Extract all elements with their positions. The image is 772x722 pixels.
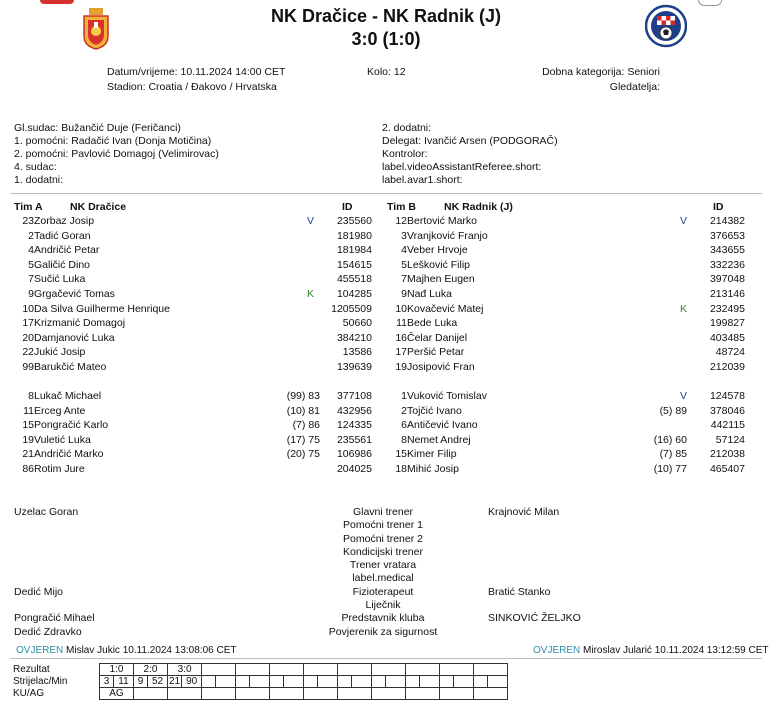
staff-role: Pomoćni trener 1: [343, 519, 423, 532]
player-number: 2: [28, 229, 34, 242]
player-name: Tojčić Ivano: [407, 404, 462, 417]
player-name: Tadić Goran: [34, 229, 91, 242]
ku-cell: [304, 688, 338, 700]
scorer-number-cell: [406, 676, 420, 688]
player-row: [10, 463, 382, 477]
player-id: 181980: [336, 229, 372, 242]
team-b-label: Tim B: [387, 201, 416, 213]
player-name: Krizmanić Domagoj: [34, 317, 126, 330]
player-number: 4: [401, 244, 407, 257]
player-number: 16: [395, 331, 407, 344]
player-row: [10, 215, 382, 229]
scorer-minute-cell: 11: [114, 676, 134, 688]
player-number: 99: [22, 361, 34, 373]
ku-cell: [236, 688, 270, 700]
player-id: 397048: [709, 273, 745, 286]
verification-right: [533, 645, 768, 656]
team-a-label: Tim A: [14, 201, 43, 213]
ku-cell: [270, 688, 304, 700]
player-id: 432956: [336, 404, 372, 417]
player-name: Nađ Luka: [407, 288, 452, 300]
player-id: 235561: [336, 433, 372, 446]
player-name: Bertović Marko: [407, 215, 478, 227]
player-id: 124578: [709, 390, 745, 402]
player-row: [383, 390, 755, 404]
player-id: 376653: [709, 229, 745, 242]
player-name: Bede Luka: [407, 317, 458, 330]
player-id: 212038: [709, 448, 745, 461]
player-id: 204025: [336, 463, 372, 475]
scorer-minute-cell: [216, 676, 236, 688]
player-number: 7: [28, 273, 34, 286]
team-b-physio: Bratić Stanko: [488, 586, 551, 598]
player-id: 48724: [715, 346, 745, 359]
cropped-logo-left: [40, 0, 74, 4]
staff-role: Fizioterapeut: [352, 585, 414, 598]
player-name: Da Silva Guilherme Henrique: [34, 302, 170, 315]
match-round: Kolo: 12: [367, 66, 406, 78]
player-number: 9: [28, 288, 34, 300]
player-name: Mihić Josip: [407, 463, 459, 475]
player-number: 2: [401, 404, 407, 417]
player-number: 86: [22, 463, 34, 475]
staff-role: label.medical: [352, 572, 414, 585]
team-a-head-coach: Uzelac Goran: [14, 506, 79, 518]
player-row: [10, 332, 382, 346]
player-row: [10, 434, 382, 448]
scorer-minute-cell: 52: [148, 676, 168, 688]
match-title: NK Dračice - NK Radnik (J): [270, 6, 502, 26]
goalkeeper-flag: V: [680, 390, 688, 402]
staff-roles: [300, 506, 466, 639]
player-id: 181984: [336, 244, 372, 257]
player-row: [10, 419, 382, 433]
substitution-info: (16) 60: [653, 433, 687, 446]
score-cell: [338, 664, 372, 676]
player-name: Čelar Danijel: [407, 331, 468, 344]
staff-role: Liječnik: [365, 599, 401, 612]
player-number: 19: [22, 433, 34, 446]
substitution-info: (17) 75: [286, 433, 320, 446]
scorer-number-cell: 9: [134, 676, 148, 688]
player-name: Galičić Dino: [34, 258, 91, 271]
player-row: [383, 463, 755, 477]
official-line: 2. pomoćni: Pavlović Domagoj (Velimirovac): [14, 148, 219, 160]
player-row: [10, 230, 382, 244]
scorer-number-cell: [440, 676, 454, 688]
player-id: 465407: [709, 463, 745, 475]
player-row: [10, 303, 382, 317]
player-number: 10: [22, 302, 34, 315]
player-number: 19: [395, 361, 407, 373]
player-number: 17: [22, 317, 34, 330]
player-id: 442115: [710, 419, 745, 432]
player-name: Kovačević Matej: [407, 302, 484, 315]
player-number: 4: [28, 244, 34, 257]
scorer-number-cell: [338, 676, 352, 688]
player-row: [383, 419, 755, 433]
team-a-name: NK Dračice: [70, 201, 127, 213]
substitution-info: (5) 89: [659, 404, 687, 417]
player-number: 5: [401, 258, 407, 271]
scorer-number-cell: [372, 676, 386, 688]
player-number: 15: [395, 448, 407, 461]
ku-cell: AG: [100, 688, 134, 700]
ku-label: KU/AG: [13, 688, 45, 699]
player-row: [383, 317, 755, 331]
score-cell: [202, 664, 236, 676]
divider: [10, 193, 762, 194]
player-row: [10, 405, 382, 419]
player-name: Peršić Petar: [407, 346, 465, 359]
player-row: [10, 288, 382, 302]
player-name: Jukić Josip: [34, 346, 86, 359]
player-row: [10, 390, 382, 404]
player-id: 455518: [336, 273, 372, 286]
player-row: [383, 244, 755, 258]
player-number: 11: [23, 404, 34, 417]
captain-flag: K: [307, 288, 315, 300]
scorer-number-cell: [304, 676, 318, 688]
official-line: Kontrolor:: [382, 148, 428, 160]
player-row: [383, 215, 755, 229]
player-id: 332236: [709, 258, 745, 271]
score-cell: 3:0: [168, 664, 202, 676]
team-a-security: Dedić Zdravko: [14, 626, 82, 638]
player-name: Lukač Michael: [34, 390, 102, 402]
player-row: [10, 244, 382, 258]
official-line: Gl.sudac: Bužančić Duje (Feričanci): [14, 122, 181, 134]
team-b-name: NK Radnik (J): [444, 201, 513, 213]
scorer-minute-cell: [454, 676, 474, 688]
official-line: 2. dodatni:: [382, 122, 432, 134]
staff-role: Glavni trener: [352, 506, 414, 518]
player-id: 139639: [336, 361, 372, 373]
verified-text: Miroslav Jularić 10.11.2024 13:12:59 CET: [583, 645, 769, 656]
spectators: Gledatelja:: [609, 81, 660, 93]
verification-left: [16, 645, 236, 656]
player-row: [383, 288, 755, 302]
player-name: Nemet Andrej: [407, 433, 471, 446]
ku-cell: [440, 688, 474, 700]
age-category: Dobna kategorija: Seniori: [542, 66, 660, 78]
score-cell: [440, 664, 474, 676]
player-name: Vranjković Franjo: [407, 229, 488, 242]
player-name: Damjanović Luka: [34, 331, 115, 344]
score-cell: [406, 664, 440, 676]
player-id: 235560: [336, 215, 372, 227]
player-id: 378046: [709, 404, 745, 417]
player-row: [383, 230, 755, 244]
official-line: 1. dodatni:: [14, 174, 64, 186]
player-id: 384210: [336, 331, 372, 344]
player-id: 13586: [342, 346, 372, 359]
scorer-number-cell: [236, 676, 250, 688]
player-name: Pongračić Karlo: [34, 419, 109, 432]
player-name: Antičević Ivano: [407, 419, 478, 432]
goalkeeper-flag: V: [307, 215, 315, 227]
ku-cell: [134, 688, 168, 700]
scorer-number-cell: [270, 676, 284, 688]
score-cell: 2:0: [134, 664, 168, 676]
scorer-minute-cell: [284, 676, 304, 688]
player-number: 5: [28, 258, 34, 271]
player-number: 22: [22, 346, 34, 359]
player-name: Josipović Fran: [407, 361, 475, 373]
ku-cell: [202, 688, 236, 700]
player-number: 10: [395, 302, 407, 315]
player-row: [383, 448, 755, 462]
player-row: [383, 303, 755, 317]
player-id: 104285: [336, 288, 372, 300]
substitution-info: (20) 75: [286, 448, 320, 461]
player-id: 50660: [342, 317, 372, 330]
player-row: [383, 332, 755, 346]
scorer-label: Strijelac/Min: [13, 676, 68, 687]
officials-right: [382, 122, 558, 187]
player-row: [10, 361, 382, 375]
official-line: 4. sudac:: [14, 161, 57, 173]
player-row: [10, 259, 382, 273]
player-id: 199827: [709, 317, 745, 330]
scorer-minute-cell: [250, 676, 270, 688]
player-name: Majhen Eugen: [407, 273, 475, 286]
player-number: 1: [401, 390, 407, 402]
player-name: Barukčić Mateo: [34, 361, 107, 373]
player-row: [383, 346, 755, 360]
scorer-number-cell: 21: [169, 676, 181, 687]
player-number: 21: [22, 448, 34, 461]
score-cell: [304, 664, 338, 676]
match-score: 3:0 (1:0): [351, 29, 421, 49]
official-line: label.avar1.short:: [382, 174, 463, 186]
staff-role: Predstavnik kluba: [341, 612, 425, 625]
player-id: 403485: [709, 331, 745, 344]
staff-role: Kondicijski trener: [343, 545, 423, 558]
staff-role: Povjerenik za sigurnost: [328, 625, 438, 638]
substitution-info: (7) 86: [292, 419, 320, 432]
player-number: 18: [395, 463, 407, 475]
scorer-minute-cell: [352, 676, 372, 688]
player-number: 15: [22, 419, 34, 432]
player-id: 124335: [336, 419, 372, 432]
player-id: 154615: [336, 258, 372, 271]
substitution-info: (10) 77: [653, 463, 687, 475]
official-line: Delegat: Ivančić Arsen (PODGORAČ): [382, 135, 558, 147]
team-b-id-header: ID: [713, 201, 724, 213]
official-line: 1. pomoćni: Radačić Ivan (Donja Motičina): [14, 135, 212, 147]
player-number: 8: [401, 433, 407, 446]
ku-cell: [474, 688, 508, 700]
score-cell: [270, 664, 304, 676]
scorer-number-cell: [474, 676, 488, 688]
score-cell: [474, 664, 508, 676]
scorer-minute-cell: [318, 676, 338, 688]
player-row: [383, 361, 755, 375]
officials-left: [14, 122, 219, 187]
player-name: Rotim Jure: [34, 463, 85, 475]
substitution-info: (10) 81: [286, 404, 320, 417]
scorer-minute-cell: 90: [182, 676, 202, 688]
player-id: 377108: [336, 390, 372, 402]
scorer-minute-cell: [420, 676, 440, 688]
player-row: [10, 273, 382, 287]
player-name: Andričić Petar: [34, 244, 100, 257]
player-id: 343655: [709, 244, 745, 257]
scorer-minute-cell: [488, 676, 508, 688]
score-cell: 1:0: [100, 664, 134, 676]
team-b-club-rep: SINKOVIĆ ŽELJKO: [488, 612, 581, 624]
team-a-club-rep: Pongračić Mihael: [14, 612, 95, 624]
scorer-minute-cell: [386, 676, 406, 688]
player-number: 8: [28, 390, 34, 402]
player-name: Zorbaz Josip: [34, 215, 95, 227]
player-row: [383, 259, 755, 273]
player-id: 232495: [709, 302, 745, 315]
player-row: [10, 448, 382, 462]
score-cell: [372, 664, 406, 676]
player-row: [383, 434, 755, 448]
player-name: Vuković Tomislav: [407, 390, 487, 402]
ku-cell: [372, 688, 406, 700]
player-number: 3: [401, 229, 407, 242]
team-a-id-header: ID: [342, 201, 353, 213]
player-name: Sučić Luka: [34, 273, 86, 286]
player-number: 7: [401, 273, 407, 286]
official-line: label.videoAssistantReferee.short:: [382, 161, 542, 173]
result-label: Rezultat: [13, 664, 50, 675]
player-name: Erceg Ante: [34, 404, 86, 417]
player-row: [10, 317, 382, 331]
staff-role: Trener vratara: [349, 559, 417, 572]
player-id: 57124: [715, 433, 745, 446]
player-row: [10, 346, 382, 360]
verified-label: OVJEREN: [533, 645, 581, 656]
score-cell: [236, 664, 270, 676]
verified-label: OVJEREN: [16, 645, 64, 656]
player-number: 23: [22, 215, 34, 227]
player-number: 12: [395, 215, 407, 227]
player-id: 1205509: [331, 302, 372, 315]
result-table: [10, 663, 508, 700]
ku-cell: [338, 688, 372, 700]
team-b-head-coach: Krajnović Milan: [488, 506, 560, 518]
player-number: 9: [401, 288, 407, 300]
substitution-info: (99) 83: [286, 390, 320, 402]
ku-cell: [406, 688, 440, 700]
stadium: Stadion: Croatia / Đakovo / Hrvatska: [107, 81, 277, 93]
player-name: Vuletić Luka: [34, 433, 91, 446]
player-number: 20: [22, 331, 34, 344]
captain-flag: K: [680, 302, 688, 315]
player-name: Andričić Marko: [34, 448, 104, 461]
player-number: 17: [395, 346, 407, 359]
goalkeeper-flag: V: [680, 215, 688, 227]
staff-role: Pomoćni trener 2: [343, 532, 423, 545]
verified-text: Mislav Jukic 10.11.2024 13:08:06 CET: [66, 645, 237, 656]
player-name: Grgačević Tomas: [34, 288, 115, 300]
team-a-physio: Dedić Mijo: [14, 586, 64, 598]
player-id: 212039: [709, 361, 745, 373]
ku-cell: [168, 688, 202, 700]
substitution-info: (7) 85: [659, 448, 687, 461]
player-id: 106986: [336, 448, 372, 461]
player-number: 6: [401, 419, 407, 432]
player-row: [383, 273, 755, 287]
player-id: 214382: [709, 215, 745, 227]
player-number: 11: [396, 317, 407, 330]
divider: [10, 658, 762, 659]
player-id: 213146: [709, 288, 745, 300]
scorer-number-cell: [202, 676, 216, 688]
player-name: Lešković Filip: [407, 258, 471, 271]
player-row: [383, 405, 755, 419]
player-name: Kimer Filip: [407, 448, 457, 461]
player-name: Veber Hrvoje: [407, 244, 468, 257]
scorer-number-cell: 3: [100, 676, 114, 688]
match-datetime: Datum/vrijeme: 10.11.2024 14:00 CET: [107, 66, 286, 78]
